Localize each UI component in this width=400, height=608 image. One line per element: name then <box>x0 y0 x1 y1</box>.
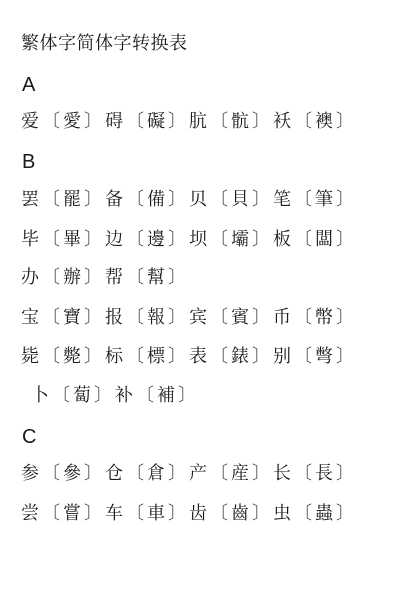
table-row-b-2: 毕〔畢〕边〔邊〕坝〔壩〕板〔闆〕 <box>21 229 357 250</box>
table-row-b-5: 毙〔斃〕标〔標〕表〔錶〕别〔彆〕 <box>21 346 357 367</box>
page-title: 繁体字简体字转换表 <box>21 33 188 54</box>
table-row-b-6: 卜〔蔔〕补〔補〕 <box>31 385 199 406</box>
table-row-a-1: 爱〔愛〕碍〔礙〕肮〔骯〕袄〔襖〕 <box>21 111 357 132</box>
table-row-c-2: 尝〔嘗〕车〔車〕齿〔齒〕虫〔蟲〕 <box>21 503 357 524</box>
table-row-b-1: 罢〔罷〕备〔備〕贝〔貝〕笔〔筆〕 <box>21 189 357 210</box>
section-heading-a: A <box>22 74 36 96</box>
section-heading-b: B <box>22 151 36 173</box>
table-row-c-1: 参〔參〕仓〔倉〕产〔産〕长〔長〕 <box>21 463 357 484</box>
table-row-b-3: 办〔辦〕帮〔幫〕 <box>21 267 189 288</box>
table-row-b-4: 宝〔寶〕报〔報〕宾〔賓〕币〔幣〕 <box>21 307 357 328</box>
section-heading-c: C <box>22 426 37 448</box>
